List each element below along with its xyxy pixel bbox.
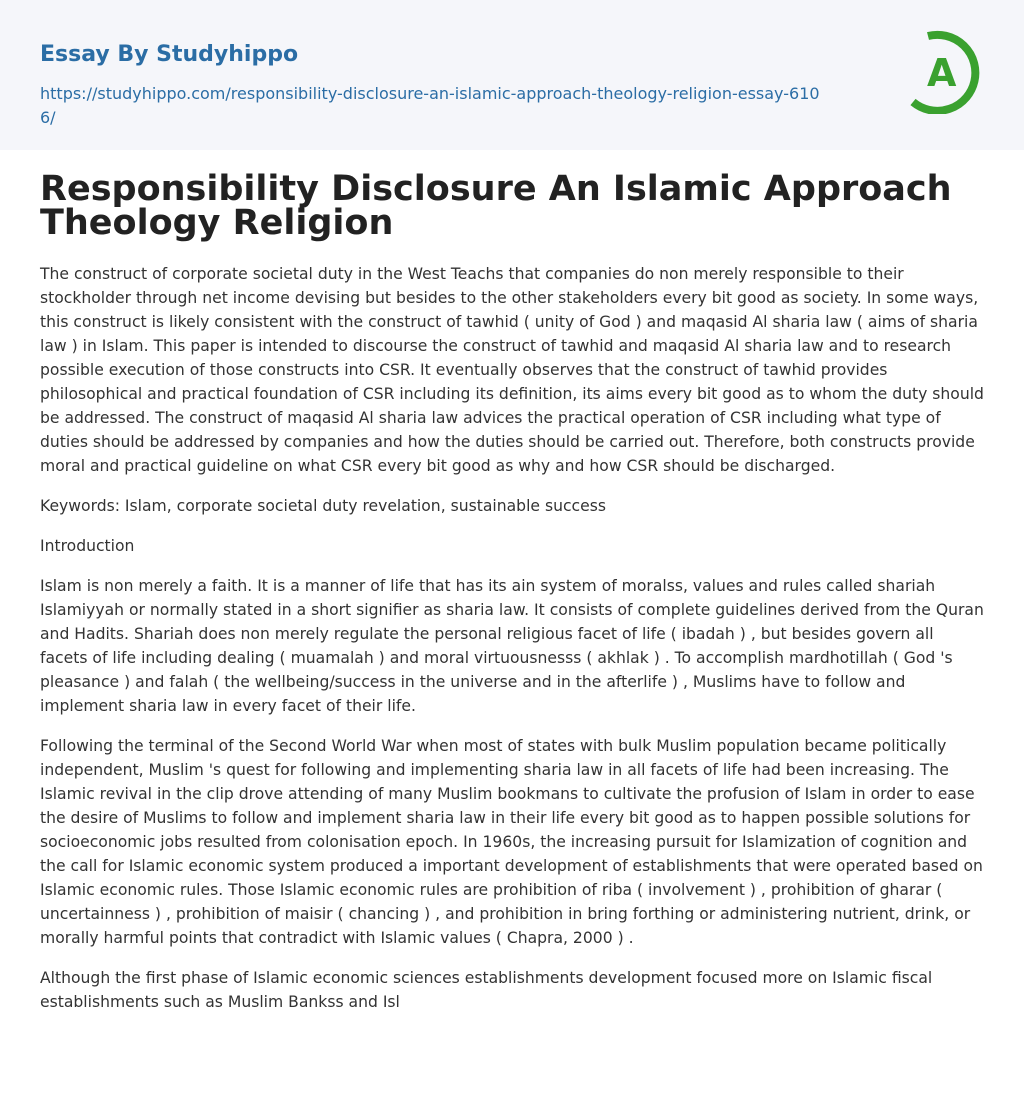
essay-url-link[interactable]: https://studyhippo.com/responsibility-disclosure-an-islamic-approach-theology-religion-essay-6106/ xyxy=(40,84,820,127)
body-paragraph: Islam is non merely a faith. It is a manner of life that has its ain system of moralss, values and rules called shariah Islamiyyah or normally stated in a short signifier as sharia law. It consists of complete guidelines derived from the Quran and Hadits. Shariah does non merely regulate the personal religious facet of life ( ibadah ) , but besides govern all facets of life including dealing ( muamalah ) and moral virtuousnesss ( akhlak ) . To accomplish mardhotillah ( God 's pleasance ) and falah ( the wellbeing/success in the universe and in the afterlife ) , Muslims have to follow and implement sharia law in every facet of their life. xyxy=(40,577,984,715)
article xyxy=(0,169,1024,1014)
body-paragraph: Although the first phase of Islamic economic sciences establishments development focused more on Islamic fiscal establishments such as Muslim Bankss and Isl xyxy=(40,969,933,1011)
logo-letter: A xyxy=(927,51,957,95)
keywords-paragraph: Keywords: Islam, corporate societal duty revelation, sustainable success xyxy=(40,497,606,515)
body-paragraph: Following the terminal of the Second World War when most of states with bulk Muslim population became politically independent, Muslim 's quest for following and implementing sharia law in all facets of life had been increasing. The Islamic revival in the clip drove attending of many Muslim bookmans to cultivate the profusion of Islam in order to ease the desire of Muslims to follow and implement sharia law in their life every bit good as to happen possible solutions for socioeconomic jobs resulted from colonisation epoch. In 1960s, the increasing pursuit for Islamization of cognition and the call for Islamic economic system produced a important development of establishments that were operated based on Islamic economic rules. Those Islamic economic rules are prohibition of riba ( involvement ) , prohibition of gharar ( uncertainness ) , prohibition of maisir ( chancing ) , and prohibition in bring forthing or administering nutrient, drink, or morally harmful points that contradict with Islamic values ( Chapra, 2000 ) . xyxy=(40,737,983,947)
abstract-paragraph: The construct of corporate societal duty in the West Teachs that companies do non merely responsible to their stockholder through net income devising but besides to the other stakeholders every bit good as society. In some ways, this construct is likely consistent with the construct of tawhid ( unity of God ) and maqasid Al sharia law ( aims of sharia law ) in Islam. This paper is intended to discourse the construct of tawhid and maqasid Al sharia law and to research possible execution of those constructs into CSR. It eventually observes that the construct of tawhid provides philosophical and practical foundation of CSR including its definition, its aims every bit good as to whom the duty should be addressed. The construct of maqasid Al sharia law advices the practical operation of CSR including what type of duties should be addressed by companies and how the duties should be carried out. Therefore, both constructs provide moral and practical guideline on what CSR every bit good as why and how CSR should be discharged. xyxy=(40,265,984,475)
page-title: Responsibility Disclosure An Islamic Approach Theology Religion xyxy=(40,169,952,243)
site-brand[interactable]: Essay By Studyhippo xyxy=(40,42,299,67)
site-header xyxy=(0,0,1024,150)
introduction-heading: Introduction xyxy=(40,537,135,555)
studyhippo-logo-icon[interactable] xyxy=(900,30,984,114)
